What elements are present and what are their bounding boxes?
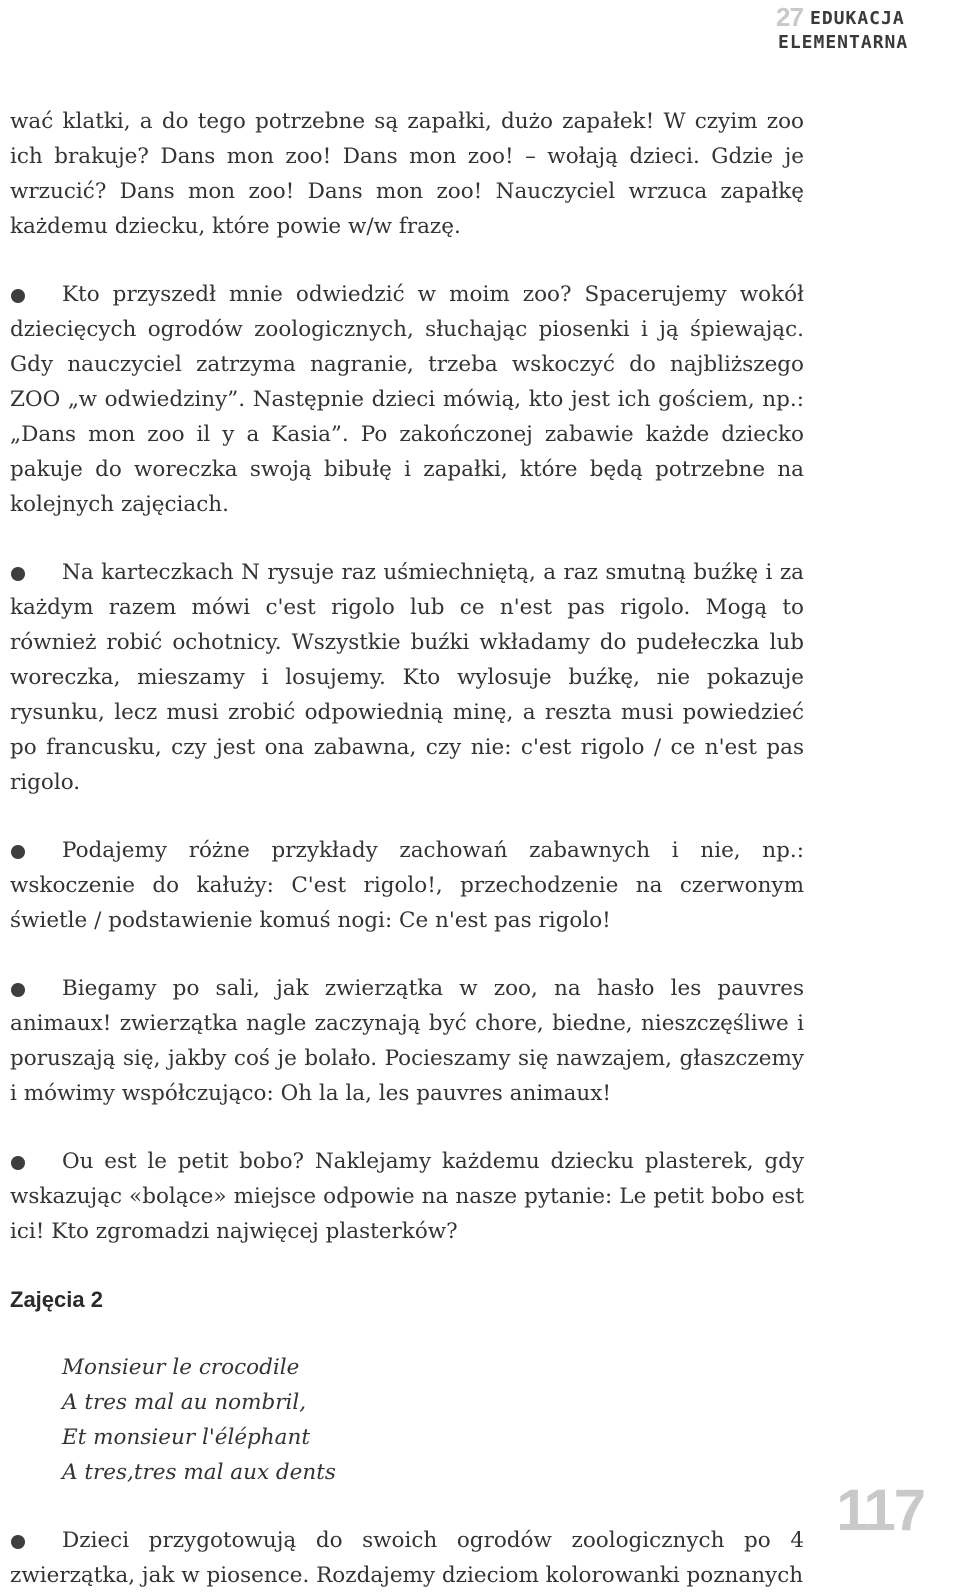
bullet-paragraph-colouring bbox=[10, 1523, 804, 1593]
paragraph-text: Kto przyszedł mnie odwiedzić w moim zoo? Spacerujemy wokół dziecięcych ogrodów zoologicznych, słuchając piosenki i ją śpiewając. Gdy nauczyciel zatrzyma nagranie, trzeba wskoczyć do najbliższego ZOO „w odwiedziny”. Następnie dzieci mówią, kto jest ich gościem, np.: „Dans mon zoo il y a Kasia”. Po zakończonej zabawie każde dziecko pakuje do woreczka swoją bibułę i zapałki, które będą potrzebne na kolejnych zajęciach. bbox=[10, 282, 804, 517]
paragraph-text: Ou est le petit bobo? Naklejamy każdemu dziecku plasterek, gdy wskazując «bolące» miejsce odpowie na nasze pytanie: Le petit bobo est ici! Kto zgromadzi najwięcej plasterków? bbox=[10, 1149, 804, 1244]
header-title-line-2: ELEMENTARNA bbox=[778, 32, 909, 53]
section-heading: Zajęcia 2 bbox=[10, 1287, 103, 1312]
page-content bbox=[10, 104, 804, 1593]
header-title-line-1: EDUKACJA bbox=[810, 8, 905, 29]
issue-number: 27 bbox=[776, 2, 803, 32]
bullet-icon bbox=[11, 983, 25, 997]
paragraph-text: Na karteczkach N rysuje raz uśmiechniętą, a raz smutną buźkę i za każdym razem mówi c'est rigolo lub ce n'est pas rigolo. Mogą to również robić ochotnicy. Wszystkie buźki wkładamy do pudełeczka lub woreczka, mieszamy i losujemy. Kto wylosuje buźkę, nie pokazuje rysunku, lecz musi zrobić odpowiednią minę, a reszta musi powiedzieć po francusku, czy jest ona zabawna, czy nie: c'est rigolo / ce n'est pas rigolo. bbox=[10, 560, 804, 795]
bullet-icon bbox=[11, 1535, 25, 1549]
bullet-paragraph-examples bbox=[10, 833, 804, 938]
paragraph-text: Dzieci przygotowują do swoich ogrodów zoologicznych po 4 zwierzątka, jak w piosence. Rozdajemy dzieciom kolorowanki poznanych bbox=[10, 1528, 804, 1588]
poem-line: Monsieur le crocodile bbox=[62, 1355, 300, 1380]
bullet-paragraph-zoo-visit bbox=[10, 277, 804, 522]
bullet-paragraph-faces bbox=[10, 555, 804, 800]
page-number: 117 bbox=[836, 1478, 924, 1543]
poem-line: A tres mal au nombril, bbox=[62, 1390, 307, 1415]
bullet-paragraph-animals bbox=[10, 971, 804, 1111]
bullet-icon bbox=[11, 567, 25, 581]
bullet-icon bbox=[11, 1156, 25, 1170]
publication-header bbox=[776, 4, 956, 56]
poem-line: A tres,tres mal aux dents bbox=[62, 1460, 336, 1485]
poem bbox=[10, 1350, 804, 1490]
bullet-icon bbox=[11, 289, 25, 303]
paragraph-continuation: wać klatki, a do tego potrzebne są zapałki, dużo zapałek! W czyim zoo ich brakuje? Dans mon zoo! Dans mon zoo! – wołają dzieci. Gdzie je wrzucić? Dans mon zoo! Dans mon zoo! Nauczyciel wrzuca zapałkę każdemu dziecku, które powie w/w frazę. bbox=[10, 109, 804, 239]
paragraph-text: Podajemy różne przykłady zachowań zabawnych i nie, np.: wskoczenie do kałuży: C'est rigolo!, przechodzenie na czerwonym świetle / podstawienie komuś nogi: Ce n'est pas rigolo! bbox=[10, 838, 804, 933]
poem-line: Et monsieur l'éléphant bbox=[62, 1425, 310, 1450]
paragraph-text: Biegamy po sali, jak zwierzątka w zoo, na hasło les pauvres animaux! zwierzątka nagle zaczynają być chore, biedne, nieszczęśliwe i poruszają się, jakby coś je bolało. Pocieszamy się nawzajem, głaszczemy i mówimy współczująco: Oh la la, les pauvres animaux! bbox=[10, 976, 804, 1106]
bullet-paragraph-bobo bbox=[10, 1144, 804, 1249]
bullet-icon bbox=[11, 845, 25, 859]
